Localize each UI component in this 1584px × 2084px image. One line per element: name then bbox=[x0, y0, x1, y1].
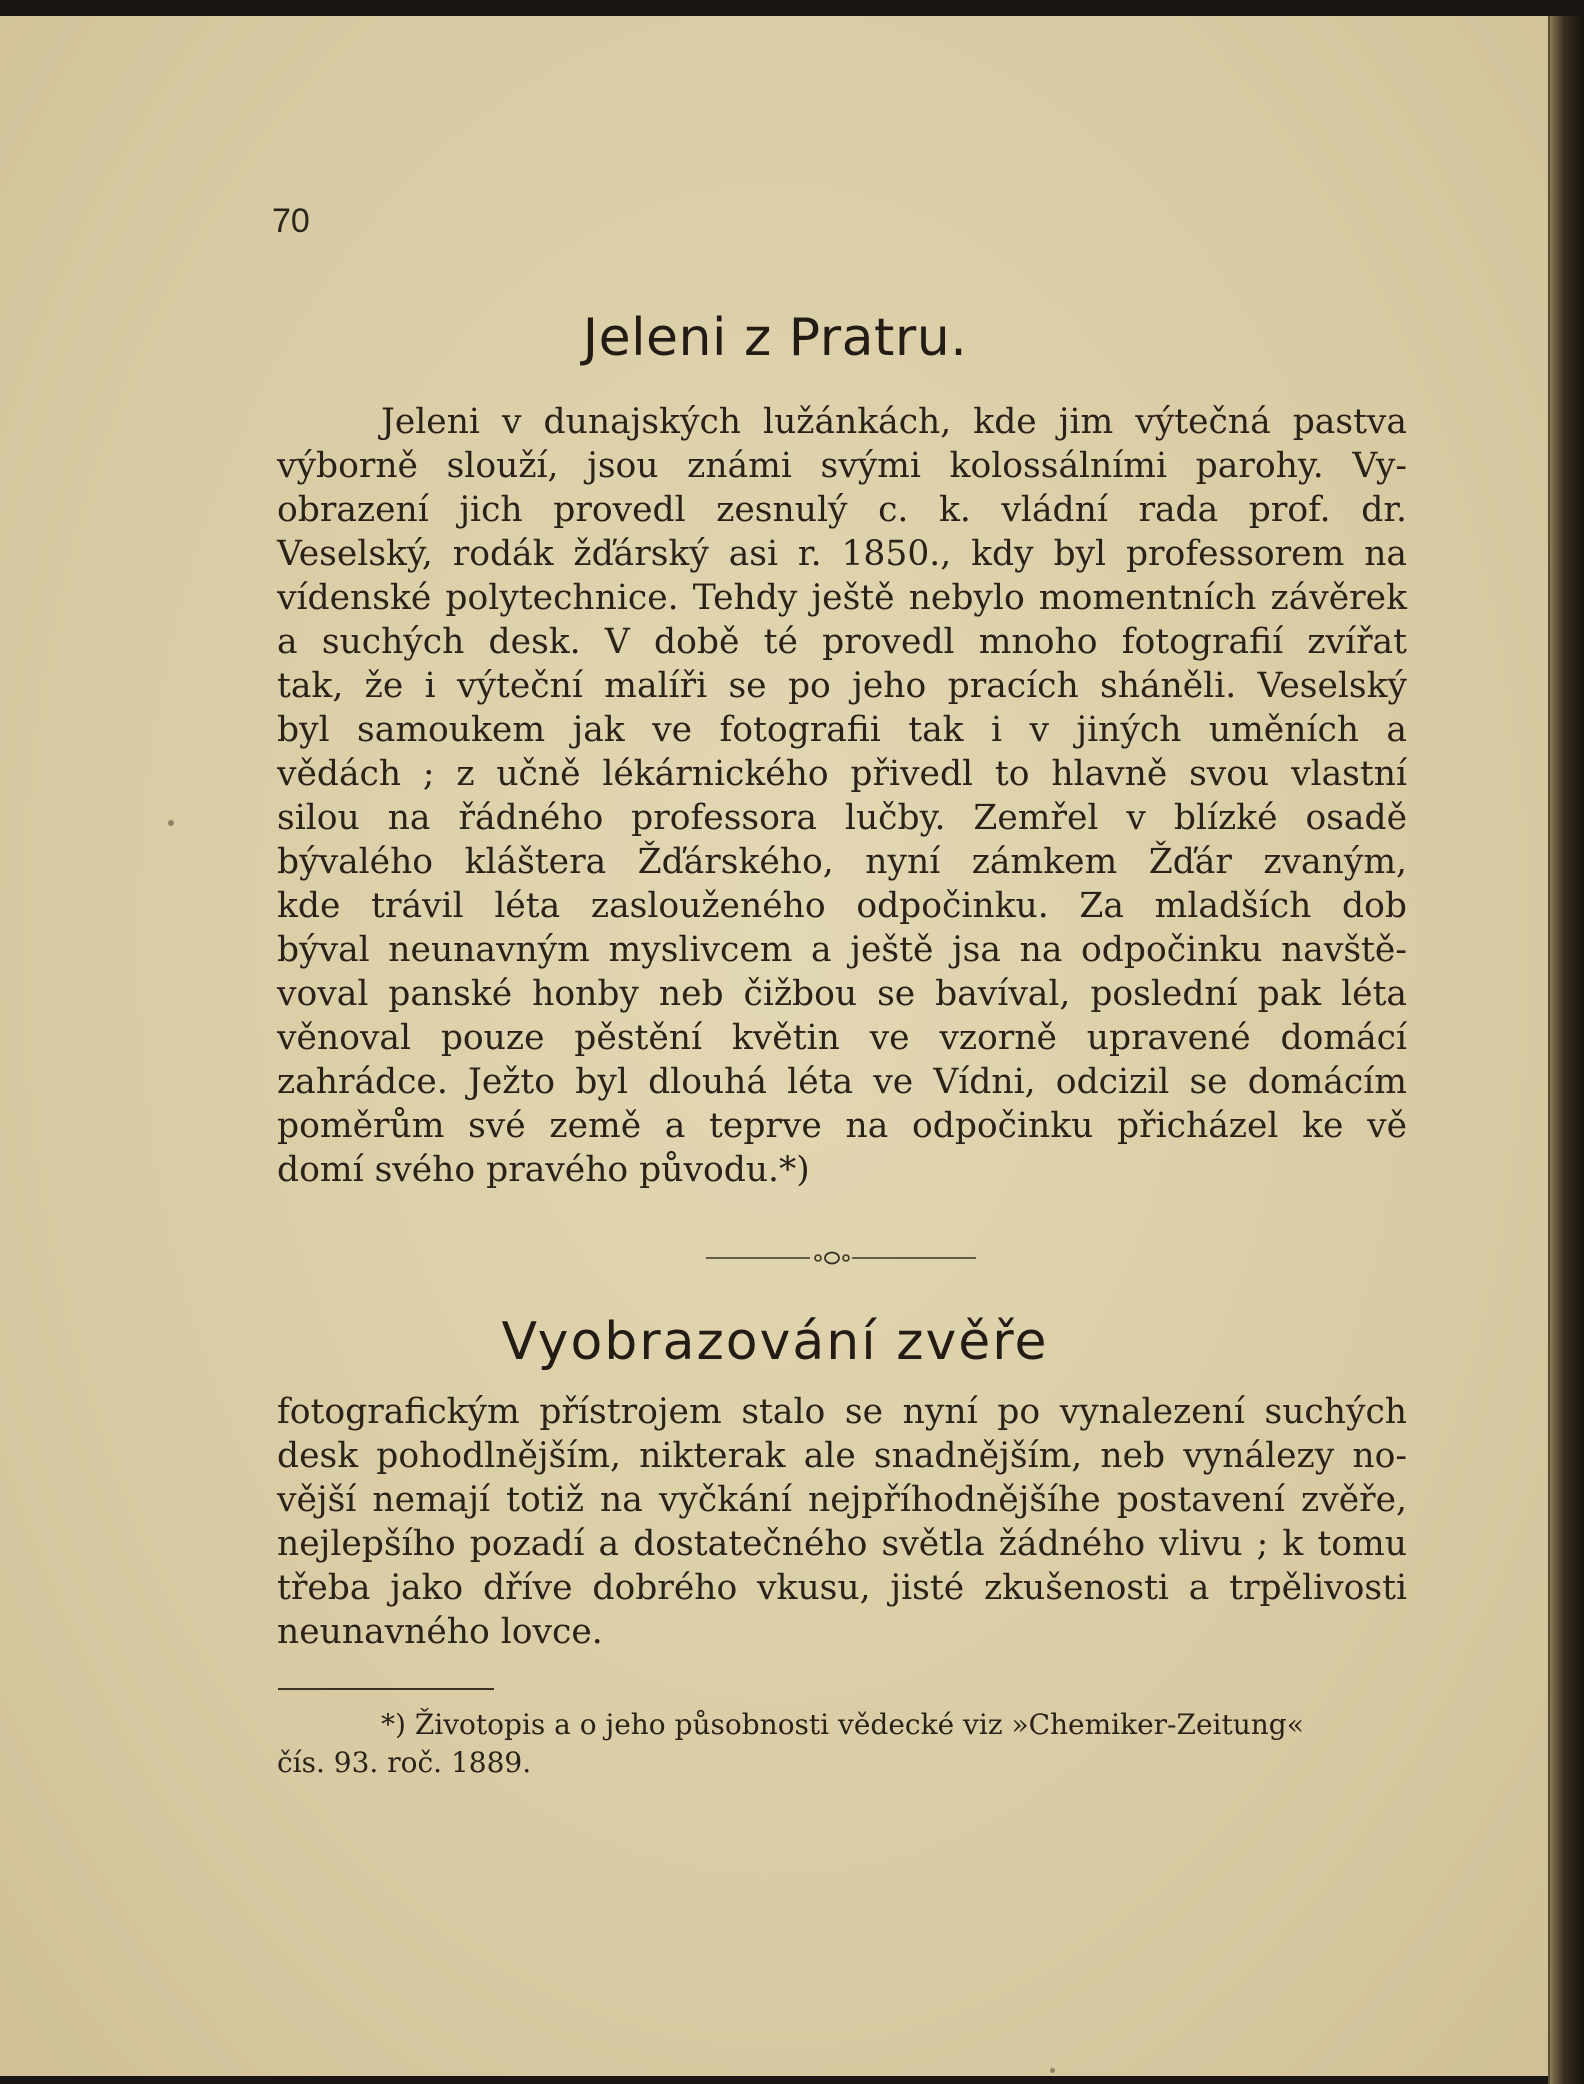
text-line: vědách ; z učně lékárnického přivedl to hlavně svou vlastní bbox=[277, 754, 1407, 794]
text-line: silou na řádného professora lučby. Zemřel v blízké osadě bbox=[277, 798, 1407, 838]
section-title-jeleni: Jeleni z Pratru. bbox=[582, 308, 968, 368]
text-line: býval neunavným myslivcem a ještě jsa na odpočinku navště- bbox=[277, 930, 1407, 970]
text-line: voval panské honby neb čižbou se bavíval, poslední pak léta bbox=[277, 974, 1407, 1014]
text-line: Jeleni v dunajských lužánkách, kde jim výtečná pastva bbox=[381, 402, 1407, 442]
book-page bbox=[0, 16, 1550, 2076]
text-line: neunavného lovce. bbox=[277, 1612, 603, 1652]
section-title-vyobrazovani: Vyobrazování zvěře bbox=[501, 1312, 1049, 1372]
text-line: Veselský, rodák žďárský asi r. 1850., kdy byl professorem na bbox=[277, 534, 1407, 574]
text-line: a suchých desk. V době té provedl mnoho fotografií zvířat bbox=[277, 622, 1407, 662]
paragraph-jeleni bbox=[277, 400, 1407, 1192]
paper-speck bbox=[1050, 2068, 1055, 2073]
text-line: desk pohodlnějším, nikterak ale snadnějším, neb vynálezy no- bbox=[277, 1436, 1407, 1476]
text-line: výborně slouží, jsou známi svými kolossálními parohy. Vy- bbox=[277, 446, 1407, 486]
text-line: byl samoukem jak ve fotografii tak i v jiných uměních a bbox=[277, 710, 1407, 750]
paper-speck bbox=[168, 820, 174, 826]
footnote-divider bbox=[278, 1688, 494, 1690]
text-line: kde trávil léta zaslouženého odpočinku. Za mladších dob bbox=[277, 886, 1407, 926]
text-line: obrazení jich provedl zesnulý c. k. vládní rada prof. dr. bbox=[277, 490, 1407, 530]
text-line: nejlepšího pozadí a dostatečného světla žádného vlivu ; k tomu bbox=[277, 1524, 1407, 1564]
text-line: domí svého pravého původu.*) bbox=[277, 1150, 810, 1190]
book-spine-shadow bbox=[1550, 16, 1584, 2084]
text-line: tak, že i výteční malíři se po jeho pracích sháněli. Veselský bbox=[277, 666, 1407, 706]
text-line: bývalého kláštera Žďárského, nyní zámkem Žďár zvaným, bbox=[277, 842, 1407, 882]
paragraph-vyobrazovani bbox=[277, 1390, 1407, 1654]
text-line: věnoval pouze pěstění květin ve vzorně upravené domácí bbox=[277, 1018, 1407, 1058]
text-line: fotografickým přístrojem stalo se nyní po vynalezení suchých bbox=[277, 1392, 1407, 1432]
text-line: poměrům své země a teprve na odpočinku přicházel ke vě bbox=[277, 1106, 1407, 1146]
footnote bbox=[277, 1706, 1407, 1782]
text-line: vídenské polytechnice. Tehdy ještě nebylo momentních závěrek bbox=[277, 578, 1407, 618]
section-divider-ornament bbox=[706, 1248, 976, 1268]
footnote-line: *) Životopis a o jeho působnosti vědecké viz »Chemiker-Zeitung« bbox=[381, 1708, 1304, 1741]
footnote-line: čís. 93. roč. 1889. bbox=[277, 1746, 532, 1779]
text-line: třeba jako dříve dobrého vkusu, jisté zkušenosti a trpělivosti bbox=[277, 1568, 1407, 1608]
page-number: 70 bbox=[272, 202, 310, 240]
text-line: vější nemají totiž na vyčkání nejpříhodnějšíhe postavení zvěře, bbox=[277, 1480, 1407, 1520]
text-line: zahrádce. Ježto byl dlouhá léta ve Vídni, odcizil se domácím bbox=[277, 1062, 1407, 1102]
